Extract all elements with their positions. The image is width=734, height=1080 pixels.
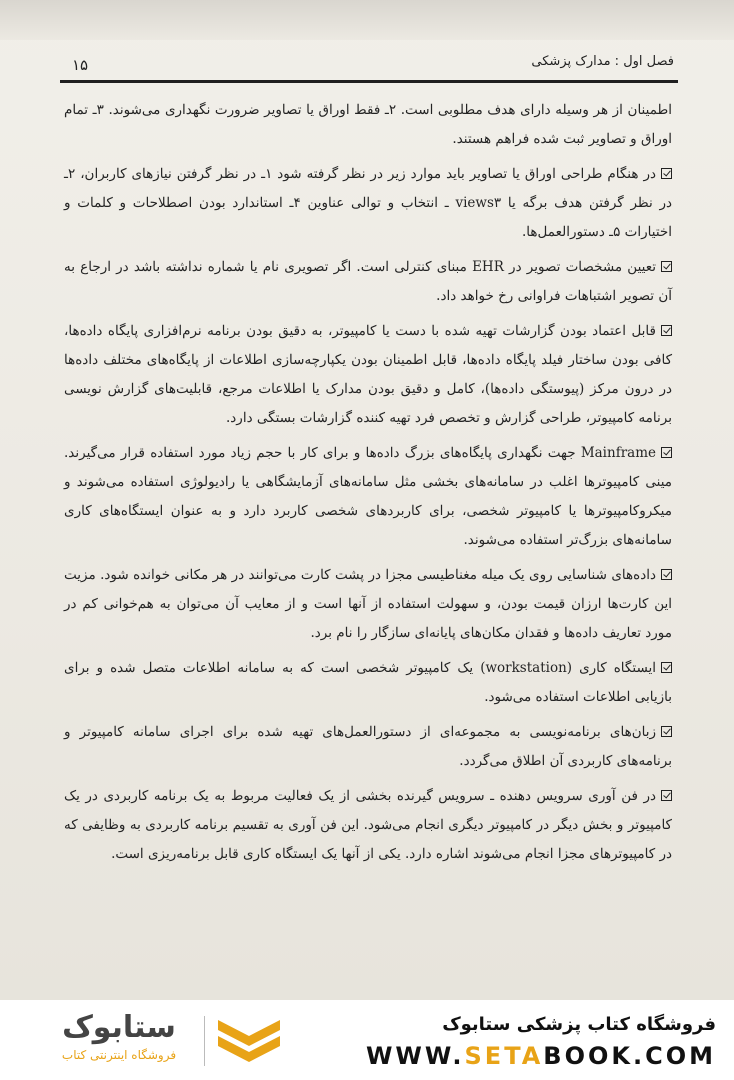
paragraph [64,96,672,154]
paragraph-text: تعیین مشخصات تصویر در EHR مبنای کنترلی است. اگر تصویری نام یا شماره نداشته باشد در ارجاع به آن تصویر اشتباهات فراوانی رخ خواهد داد. [64,259,672,304]
store-title: فروشگاه کتاب پزشکی ستابوک [442,1014,716,1035]
checkbox-bullet-icon [661,447,672,458]
paragraph-text: زبان‌های برنامه‌نویسی به مجموعه‌ای از دستورالعمل‌های تهیه شده برای اجرای سامانه کامپیوتر و برنامه‌های کاربردی آن اطلاق می‌گردد. [64,724,672,769]
store-footer [0,1000,734,1080]
paragraph [64,782,672,869]
store-url[interactable] [366,1042,716,1070]
checkbox-bullet-icon [661,168,672,179]
paragraph [64,654,672,712]
checkbox-bullet-icon [661,726,672,737]
checkbox-bullet-icon [661,662,672,673]
paragraph [64,160,672,247]
paragraph [64,253,672,311]
checkbox-bullet-icon [661,325,672,336]
store-logo[interactable] [24,1010,294,1072]
paragraph-text: Mainframe جهت نگهداری پایگاه‌های بزرگ داده‌ها و برای کار با حجم زیاد مورد استفاده قرار می‌گیرند. مینی کامپیوترها اغلب در سامانه‌های بخشی مثل سامانه‌های آزمایشگاهی یا رادیولوژی استفاده می‌شوند و میکروکامپیوترها یا کامپیوتر شخصی، برای کاربردهای شخصی کاربرد دارد و به عنوان ایستگاه‌های کاری سامانه‌های بزرگ‌تر استفاده می‌شوند. [64,445,672,548]
page-top-bleed [0,0,734,40]
checkbox-bullet-icon [661,569,672,580]
checkbox-bullet-icon [661,261,672,272]
page-header [60,46,674,80]
logo-divider [204,1016,205,1066]
logo-wordmark: ستابوک [62,1010,176,1045]
paragraph-text: قابل اعتماد بودن گزارشات تهیه شده با دست یا کامپیوتر، به دقیق بودن برنامه نرم‌افزاری پایگاه داده‌ها، کافی بودن ساختار فیلد پایگاه داده‌ها، قابل اطمینان بودن یکپارچه‌سازی اطلاعات از پایگاه‌های مختلف داده‌ها در درون مرکز (پیوستگی داده‌ها)، کامل و دقیق بودن مدارک یا اطلاعات مرجع، قابلیت‌های گزارش نویسی برنامه کامپیوتر، طراحی گزارش و تخصص فرد تهیه کننده گزارشات بستگی دارد. [64,323,672,426]
chapter-title: فصل اول : مدارک پزشکی [531,54,674,69]
paragraph [64,439,672,555]
header-rule [60,80,678,83]
paragraph-text: داده‌های شناسایی روی یک میله مغناطیسی مجزا در پشت کارت می‌توانند در هر مکانی خوانده شود. مزیت این کارت‌ها ارزان قیمت بودن، و سهولت استفاده از آنها است و از معایب آن می‌توان به هم‌خوانی کم در مورد تعاریف داده‌ها و فقدان مکان‌های پایانه‌ای سازگار را نام برد. [64,567,672,641]
paragraph [64,317,672,433]
paragraph-text: اطمینان از هر وسیله دارای هدف مطلوبی است. ۲ـ فقط اوراق یا تصاویر ضرورت نگهداری می‌شوند. ۳ـ تمام اوراق و تصاویر ثبت شده فراهم هستند. [64,102,673,147]
url-prefix: WWW. [365,1042,465,1070]
page-body [64,96,672,869]
paragraph-text: در فن آوری سرویس دهنده ـ سرویس گیرنده بخشی از یک فعالیت مربوط به یک برنامه کاربردی در یک کامپیوتر و بخش دیگر در کامپیوتر دیگری انجام می‌شود. این فن آوری به تقسیم برنامه کاربردی به وظایفی که در کامپیوترهای مجزا انجام می‌شوند اشاره دارد. یکی از آنها یک ایستگاه کاری قابل برنامه‌ریزی است. [64,788,672,862]
paragraph [64,718,672,776]
paragraph-text: در هنگام طراحی اوراق یا تصاویر باید موارد زیر در نظر گرفته شود ۱ـ در نظر گرفتن نیازهای کاربران، ۲ـ در نظر گرفتن هدف برگه یا views۳ ـ انتخاب و توالی عناوین ۴ـ استاندارد بودن اصطلاحات و کلمات و اختیارات ۵ـ دستورالعمل‌ها. [64,166,672,240]
paragraph-text: ایستگاه کاری (workstation) یک کامپیوتر شخصی است که به سامانه اطلاعات متصل شده و برای بازیابی اطلاعات استفاده می‌شود. [64,660,672,705]
url-accent: SETA [464,1042,544,1070]
book-chevron-icon [214,1016,284,1068]
paragraph [64,561,672,648]
url-suffix: BOOK.COM [543,1042,716,1070]
checkbox-bullet-icon [661,790,672,801]
page-number: ۱۵ [72,56,89,74]
logo-subtitle: فروشگاه اینترنتی کتاب [61,1048,177,1062]
